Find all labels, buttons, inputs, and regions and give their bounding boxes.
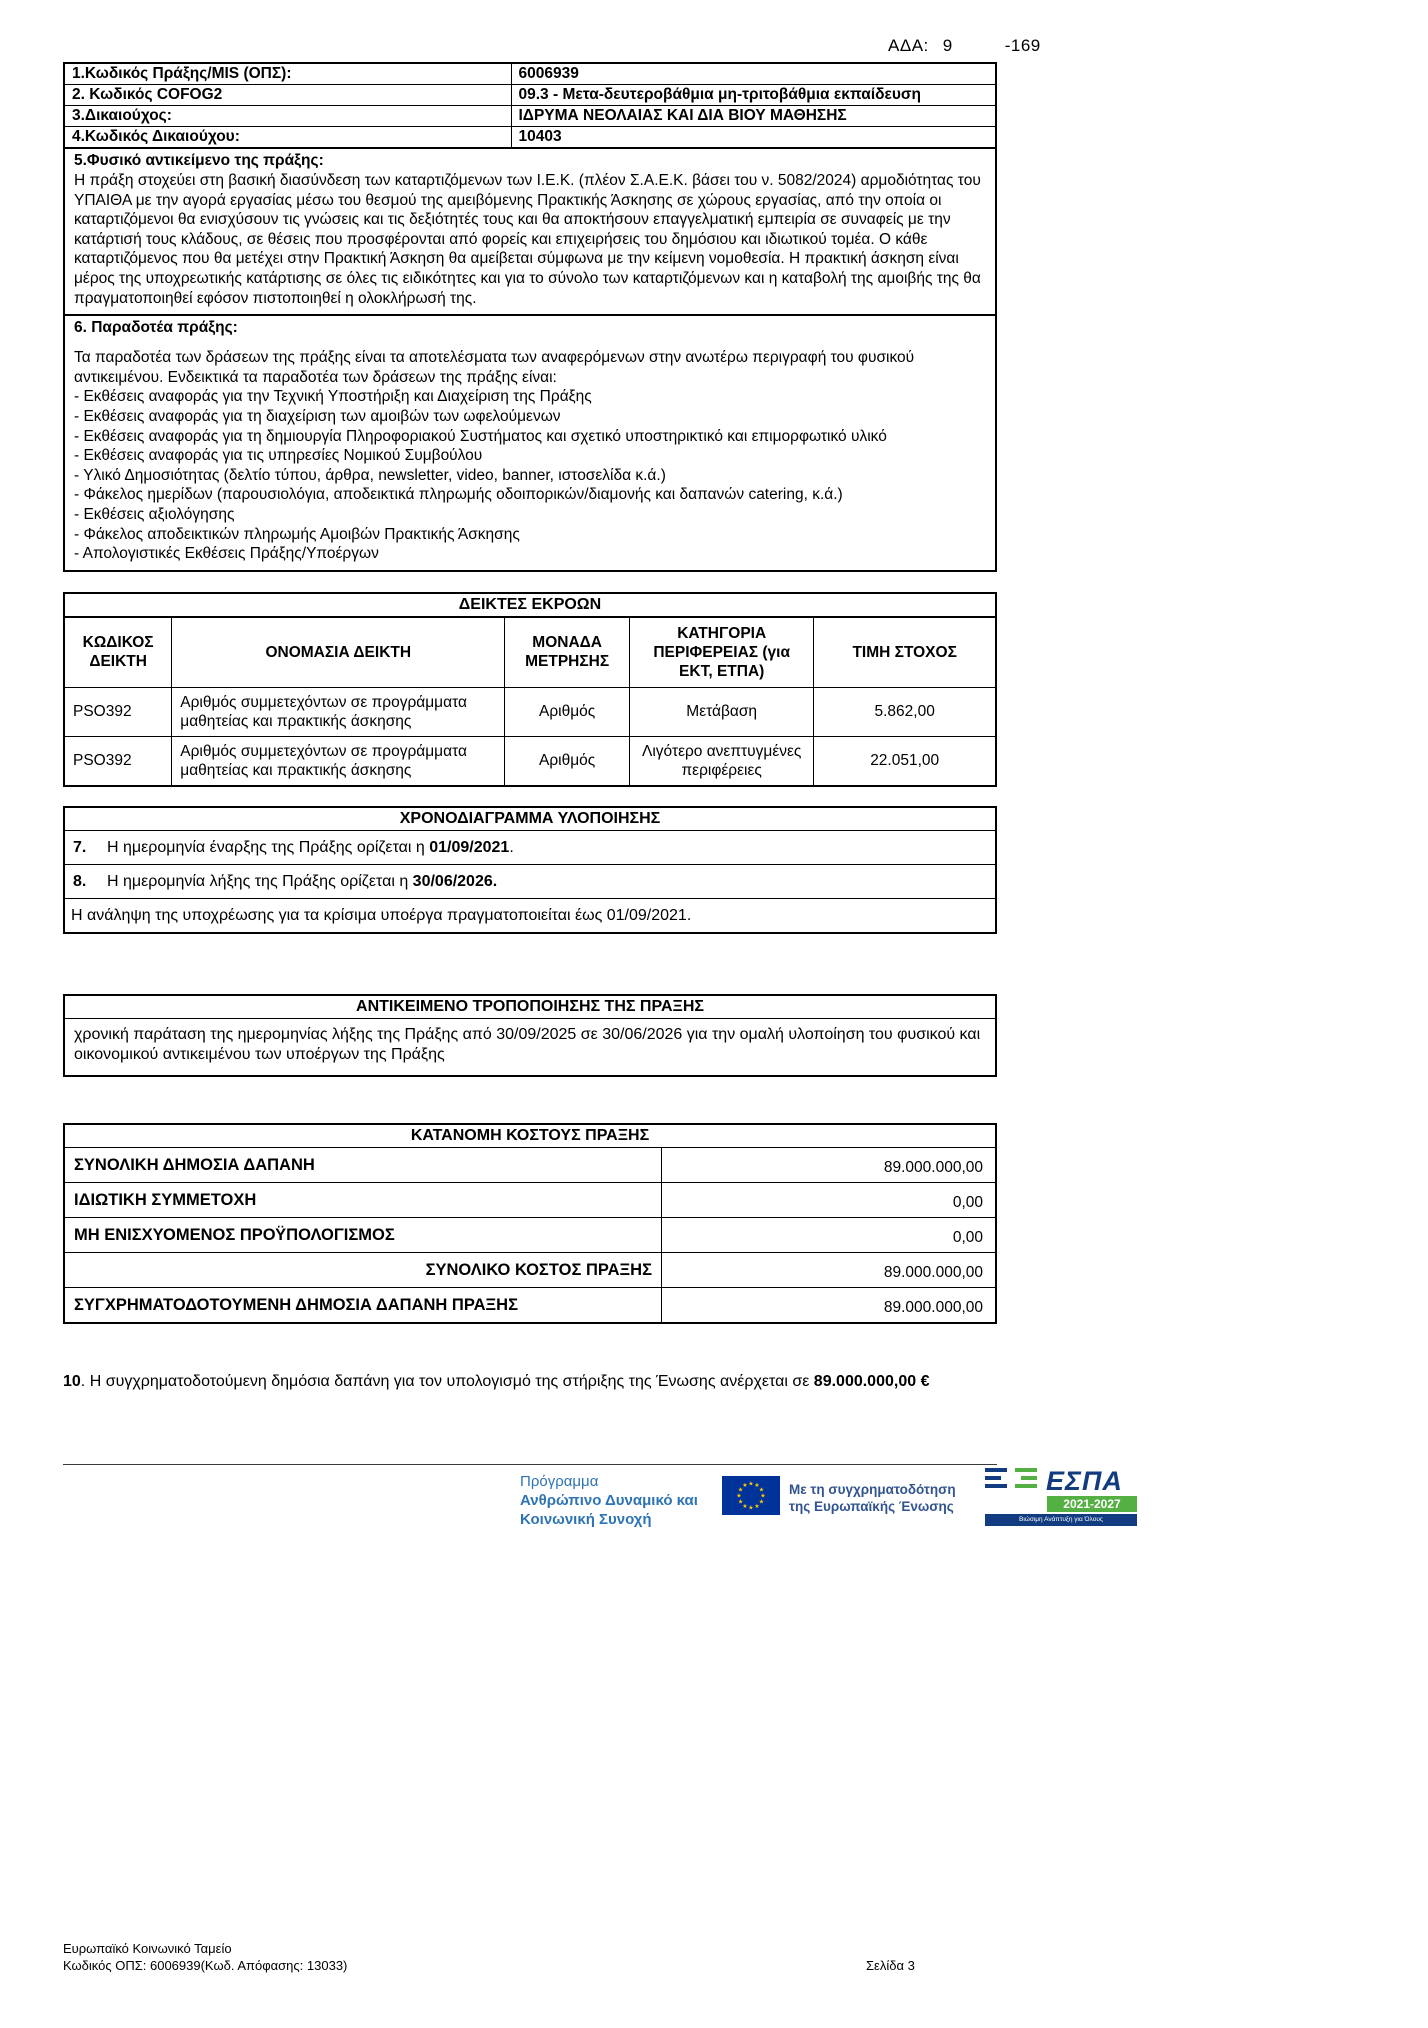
project-info-table [63, 62, 997, 149]
timeline-text-pre: Η ημερομηνία λήξης της Πράξης ορίζεται η [107, 872, 413, 890]
svg-text:★: ★ [754, 1502, 760, 1510]
list-item: - Εκθέσεις αναφοράς για τις υπηρεσίες Νομικού Συμβούλου [74, 447, 483, 465]
list-item: - Εκθέσεις αξιολόγησης [74, 505, 235, 523]
espa-years-badge: 2021-2027 [1047, 1496, 1137, 1512]
svg-text:★: ★ [760, 1492, 766, 1500]
info-label-beneficiary: 3.Δικαιούχος: [64, 106, 511, 127]
timeline-table [63, 806, 997, 934]
header-region-category: ΚΑΤΗΓΟΡΙΑ ΠΕΡΙΦΕΡΕΙΑΣ (για ΕΚΤ, ΕΤΠΑ) [630, 617, 814, 687]
table-row [65, 687, 995, 736]
svg-text:★: ★ [758, 1498, 765, 1506]
program-logo [520, 1472, 698, 1529]
indicator-region: Λιγότερο ανεπτυγμένες περιφέρειες [630, 736, 814, 785]
cofinanced-amount: 89.000.000,00 € [813, 1372, 930, 1390]
table-row [65, 1288, 995, 1322]
info-value-beneficiary: ΙΔΡΥΜΑ ΝΕΟΛΑΙΑΣ ΚΑΙ ΔΙΑ ΒΙΟΥ ΜΑΘΗΣΗΣ [511, 106, 996, 127]
timeline-text-post: . [509, 838, 514, 856]
timeline-start-row [65, 831, 995, 865]
section-body: Η πράξη στοχεύει στη βασική διασύνδεση των καταρτιζόμενων των Ι.Ε.Κ. (πλέον Σ.Α.Ε.Κ. βάσει του ν. 5082/2024) αρμοδιότητας του ΥΠΑΙΘΑ με την αγορά εργασίας μέσω του θεσμού της αμειβόμενης Πρακτικής Άσκησης σε χώρους εργασίας, από την οποία οι καταρτιζόμενοι θα ενισχύσουν τις γνώσεις και τις δεξιότητές τους και θα αποκτήσουν επαγγελματική εμπειρία σε συναφείς με την κατάρτισή τους κλάδους, σε θέσεις που προσφέρονται από φορείς και επιχειρήσεις του δημόσιου και ιδιωτικού τομέα. Ο κάθε καταρτιζόμενος που θα μετέχει στην Πρακτική Άσκηση θα αμείβεται σύμφωνα με την κείμενη νομοθεσία. Η πρακτική άσκηση είναι μέρος της υποχρεωτικής κατάρτισης σε όλες τις ειδικότητες και για το σύνολο των καταρτιζόμενων και η καταβολή της αμοιβής της θα πραγματοποιηθεί εφόσον πιστοποιηθεί η ολοκλήρωσή της. [74, 172, 981, 307]
indicator-unit: Αριθμός [505, 736, 630, 785]
info-value-beneficiary-code: 10403 [511, 127, 996, 149]
indicator-code: PSO392 [65, 736, 172, 785]
indicator-target: 22.051,00 [814, 736, 995, 785]
table-row [64, 106, 996, 127]
section-physical-object [63, 147, 997, 316]
section-deliverables [63, 314, 997, 572]
table-row [64, 85, 996, 106]
section-title: 6. Παραδοτέα πράξης: [74, 319, 238, 337]
footer-divider [63, 1464, 997, 1465]
indicator-code: PSO392 [65, 687, 172, 736]
timeline-title: ΧΡΟΝΟΔΙΑΓΡΑΜΜΑ ΥΛΟΠΟΙΗΣΗΣ [65, 808, 995, 831]
cost-label-total-public: ΣΥΝΟΛΙΚΗ ΔΗΜΟΣΙΑ ΔΑΠΑΝΗ [65, 1148, 662, 1182]
cost-label-non-aided: ΜΗ ΕΝΙΣΧΥΟΜΕΝΟΣ ΠΡΟΫΠΟΛΟΓΙΣΜΟΣ [65, 1218, 662, 1252]
ada-label: ΑΔΑ: [888, 36, 929, 55]
list-item: - Εκθέσεις αναφοράς για τη διαχείριση των αμοιβών των ωφελούμενων [74, 407, 561, 425]
cost-value: 0,00 [952, 1228, 983, 1246]
list-item: - Φάκελος αποδεικτικών πληρωμής Αμοιβών Πρακτικής Άσκησης [74, 525, 520, 543]
svg-text:★: ★ [736, 1492, 742, 1500]
modification-table [63, 994, 997, 1077]
cost-value: 89.000.000,00 [883, 1298, 983, 1316]
indicators-title: ΔΕΙΚΤΕΣ ΕΚΡΟΩΝ [65, 594, 995, 617]
svg-text:★: ★ [758, 1486, 765, 1494]
ada-code-fragment: 9 [942, 36, 953, 55]
footer-ops-code: Κωδικός ΟΠΣ: 6006939(Κωδ. Απόφασης: 13033) [63, 1958, 348, 1973]
program-logo-line2: Ανθρώπινο Δυναμικό και [520, 1492, 698, 1509]
paragraph-text: . Η συγχρηματοδοτούμενη δημόσια δαπάνη για τον υπολογισμό της στήριξης της Ένωσης ανέρχεται σε [80, 1372, 814, 1390]
paragraph-number: 10 [63, 1372, 81, 1390]
espa-tagline: Βιώσιμη Ανάπτυξη για Όλους [985, 1514, 1137, 1526]
timeline-commitment-note: Η ανάληψη της υποχρέωσης για τα κρίσιμα υποέργα πραγματοποιείται έως 01/09/2021. [71, 906, 692, 924]
footer-fund-name: Ευρωπαϊκό Κοινωνικό Ταμείο [63, 1941, 232, 1956]
espa-logo [985, 1466, 1137, 1526]
cost-label-private: ΙΔΙΩΤΙΚΗ ΣΥΜΜΕΤΟΧΗ [65, 1183, 662, 1217]
footer-info [63, 1940, 347, 1974]
eu-text-line1: Με τη συγχρηματοδότηση [789, 1482, 956, 1497]
deliverables-intro: Τα παραδοτέα των δράσεων της πράξης είναι τα αποτελέσματα των αναφερόμενων στην ανωτέρω περιγραφή του φυσικού αντικειμένου. Ενδεικτικά τα παραδοτέα των δράσεων της πράξης είναι: [74, 349, 915, 386]
indicator-unit: Αριθμός [505, 687, 630, 736]
svg-text:★: ★ [748, 1504, 754, 1512]
paragraph-10 [63, 1372, 997, 1392]
header-indicator-name: ΟΝΟΜΑΣΙΑ ΔΕΙΚΤΗ [172, 617, 505, 687]
header-measure-unit: ΜΟΝΑΔΑ ΜΕΤΡΗΣΗΣ [505, 617, 630, 687]
cost-label-cofinanced: ΣΥΓΧΡΗΜΑΤΟΔΟΤΟΥΜΕΝΗ ΔΗΜΟΣΙΑ ΔΑΠΑΝΗ ΠΡΑΞΗΣ [65, 1288, 662, 1322]
info-label-mis: 1.Κωδικός Πράξης/MIS (ΟΠΣ): [64, 63, 511, 85]
section-title: 5.Φυσικό αντικείμενο της πράξης: [74, 152, 324, 169]
eu-flag-icon [722, 1476, 780, 1520]
eu-text-line2: της Ευρωπαϊκής Ένωσης [789, 1499, 954, 1514]
table-row [64, 127, 996, 149]
table-row [65, 1148, 995, 1183]
svg-text:★: ★ [742, 1502, 748, 1510]
espa-logo-icon [985, 1466, 1041, 1495]
table-row [65, 1183, 995, 1218]
eu-cofunding-logo [722, 1476, 956, 1520]
table-row [64, 63, 996, 85]
cost-label-total-cost: ΣΥΝΟΛΙΚΟ ΚΟΣΤΟΣ ΠΡΑΞΗΣ [65, 1253, 662, 1287]
start-date: 01/09/2021 [429, 838, 510, 856]
svg-text:★: ★ [737, 1498, 744, 1506]
ada-stamp [888, 36, 1041, 56]
indicator-name: Αριθμός συμμετεχόντων σε προγράμματα μαθητείας και πρακτικής άσκησης [172, 687, 505, 736]
eu-cofunding-text [789, 1481, 956, 1515]
cost-value: 0,00 [952, 1193, 983, 1211]
table-header-row [65, 617, 995, 687]
svg-text:★: ★ [748, 1480, 754, 1488]
indicator-target: 5.862,00 [814, 687, 995, 736]
timeline-text-pre: Η ημερομηνία έναρξης της Πράξης ορίζεται η [107, 838, 430, 856]
list-item: - Εκθέσεις αναφοράς για την Τεχνική Υποστήριξη και Διαχείριση της Πράξης [74, 388, 592, 406]
table-row [65, 1253, 995, 1288]
cost-table [63, 1123, 997, 1324]
timeline-text [107, 839, 514, 856]
timeline-end-row [65, 865, 995, 899]
list-item: - Υλικό Δημοσιότητας (δελτίο τύπου, άρθρα, newsletter, video, banner, ιστοσελίδα κ.ά.) [74, 466, 666, 484]
info-value-mis: 6006939 [511, 63, 996, 85]
header-indicator-code: ΚΩΔΙΚΟΣ ΔΕΙΚΤΗ [65, 617, 172, 687]
info-value-cofog: 09.3 - Μετα-δευτεροβάθμια μη-τριτοβάθμια εκπαίδευση [511, 85, 996, 106]
ada-code-suffix: -169 [1004, 36, 1041, 55]
list-item: - Εκθέσεις αναφοράς για τη δημιουργία Πληροφοριακού Συστήματος και σχετικό υποστηρικτικό και επιμορφωτικό υλικό [74, 427, 887, 445]
modification-body: χρονική παράταση της ημερομηνίας λήξης της Πράξης από 30/09/2025 σε 30/06/2026 για την ομαλή υλοποίηση του φυσικού και οικονομικού αντικειμένου των υποέργων της Πράξης [74, 1025, 981, 1063]
indicator-region: Μετάβαση [630, 687, 814, 736]
modification-title: ΑΝΤΙΚΕΙΜΕΝΟ ΤΡΟΠΟΠΟΙΗΣΗΣ ΤΗΣ ΠΡΑΞΗΣ [65, 996, 995, 1019]
page-number: Σελίδα 3 [866, 1958, 915, 1973]
info-label-beneficiary-code: 4.Κωδικός Δικαιούχου: [64, 127, 511, 149]
cost-value: 89.000.000,00 [883, 1263, 983, 1281]
table-row [65, 1218, 995, 1253]
program-logo-line1: Πρόγραμμα [520, 1473, 599, 1490]
svg-text:★: ★ [742, 1482, 748, 1490]
espa-wordmark: ΕΣΠΑ [1046, 1466, 1123, 1496]
timeline-text [107, 873, 497, 890]
info-label-cofog: 2. Κωδικός COFOG2 [64, 85, 511, 106]
svg-text:★: ★ [754, 1482, 760, 1490]
table-row [65, 736, 995, 785]
program-logo-line3: Κοινωνική Συνοχή [520, 1511, 652, 1528]
end-date: 30/06/2026. [412, 872, 498, 890]
document-content [63, 62, 997, 1392]
indicators-table [63, 592, 997, 787]
indicator-name: Αριθμός συμμετεχόντων σε προγράμματα μαθητείας και πρακτικής άσκησης [172, 736, 505, 785]
svg-text:★: ★ [737, 1486, 744, 1494]
item-number: 8. [73, 872, 87, 890]
list-item: - Απολογιστικές Εκθέσεις Πράξης/Υποέργων [74, 545, 379, 563]
list-item: - Φάκελος ημερίδων (παρουσιολόγια, αποδεικτικά πληρωμής οδοιπορικών/διαμονής και δαπανών catering, κ.ά.) [74, 486, 843, 504]
item-number: 7. [73, 838, 87, 856]
cost-value: 89.000.000,00 [883, 1158, 983, 1176]
header-target-value: ΤΙΜΗ ΣΤΟΧΟΣ [814, 617, 995, 687]
cost-title: ΚΑΤΑΝΟΜΗ ΚΟΣΤΟΥΣ ΠΡΑΞΗΣ [65, 1125, 995, 1148]
